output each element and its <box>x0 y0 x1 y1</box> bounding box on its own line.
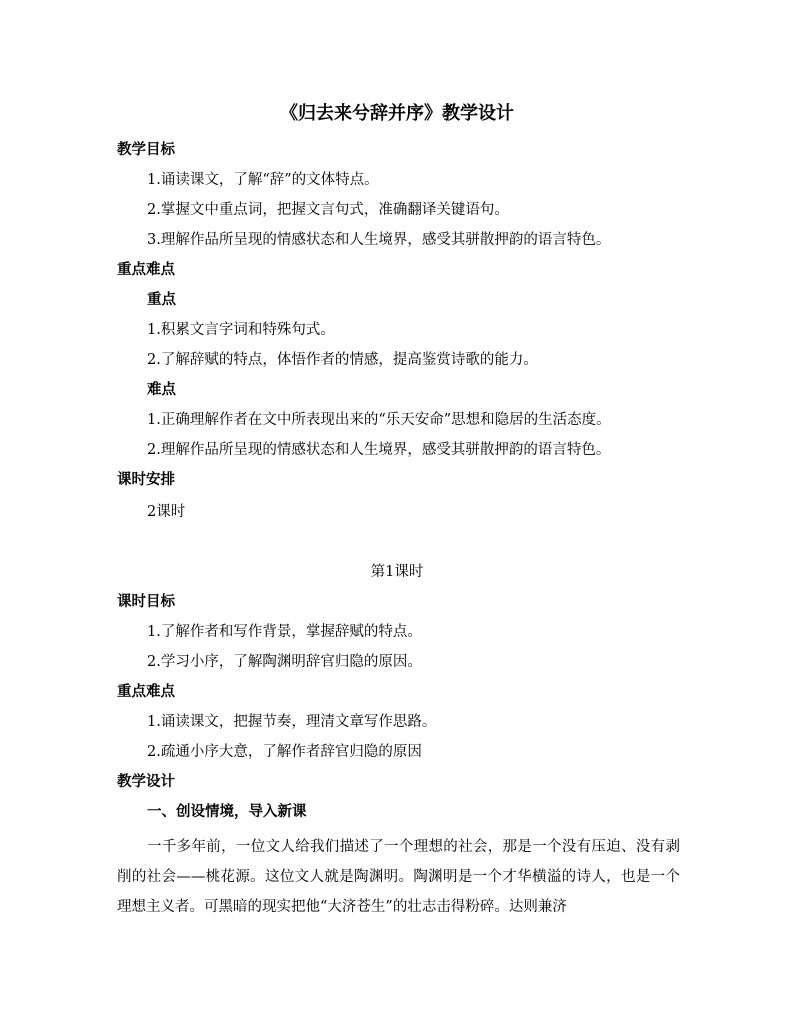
difficult-item: 1.正确理解作者在文中所表现出来的“乐天安命”思想和隐居的生活态度。 <box>147 412 611 428</box>
schedule-value: 2课时 <box>147 504 186 520</box>
section-heading-goals: 教学目标 <box>117 141 175 158</box>
goal-item: 2.掌握文中重点词，把握文言句式，准确翻译关键语句。 <box>147 202 509 218</box>
key-item: 2.了解辞赋的特点，体悟作者的情感，提高鉴赏诗歌的能力。 <box>147 352 538 368</box>
document-title: 《归去来兮辞并序》教学设计 <box>280 103 514 124</box>
goal-item: 3.理解作品所呈现的情感状态和人生境界，感受其骈散押韵的语言特色。 <box>147 232 611 248</box>
lesson-heading: 第1课时 <box>370 564 424 580</box>
section-heading-lesson-keypoints: 重点难点 <box>117 683 175 700</box>
section-heading-schedule: 课时安排 <box>117 471 175 488</box>
design-paragraph: 一千多年前，一位文人给我们描述了一个理想的社会，那是一个没有压迫、没有剥削的社会——桃花源。这位文人就是陶渊明。陶渊明是一个才华横溢的诗人，也是一个理想主义者。可黑暗的现实把他“大济苍生”的壮志击得粉碎。达则兼济 <box>117 839 680 915</box>
section-heading-keypoints: 重点难点 <box>117 261 175 278</box>
lesson-goal-item: 2.学习小序，了解陶渊明辞官归隐的原因。 <box>147 654 422 670</box>
lesson-goal-item: 1.了解作者和写作背景，掌握辞赋的特点。 <box>147 624 422 640</box>
difficult-item: 2.理解作品所呈现的情感状态和人生境界，感受其骈散押韵的语言特色。 <box>147 442 611 458</box>
subheading-difficult: 难点 <box>147 381 176 398</box>
key-item: 1.积累文言字词和特殊句式。 <box>147 322 335 338</box>
section-heading-lesson-goals: 课时目标 <box>117 593 175 610</box>
design-step-heading: 一、创设情境，导入新课 <box>147 803 307 820</box>
goal-item: 1.诵读课文，了解“辞”的文体特点。 <box>147 172 379 188</box>
lesson-keypoint-item: 2.疏通小序大意，了解作者辞官归隐的原因 <box>147 744 422 760</box>
subheading-key: 重点 <box>147 291 176 308</box>
lesson-keypoint-item: 1.诵读课文，把握节奏，理清文章写作思路。 <box>147 714 437 730</box>
section-heading-design: 教学设计 <box>117 773 175 790</box>
